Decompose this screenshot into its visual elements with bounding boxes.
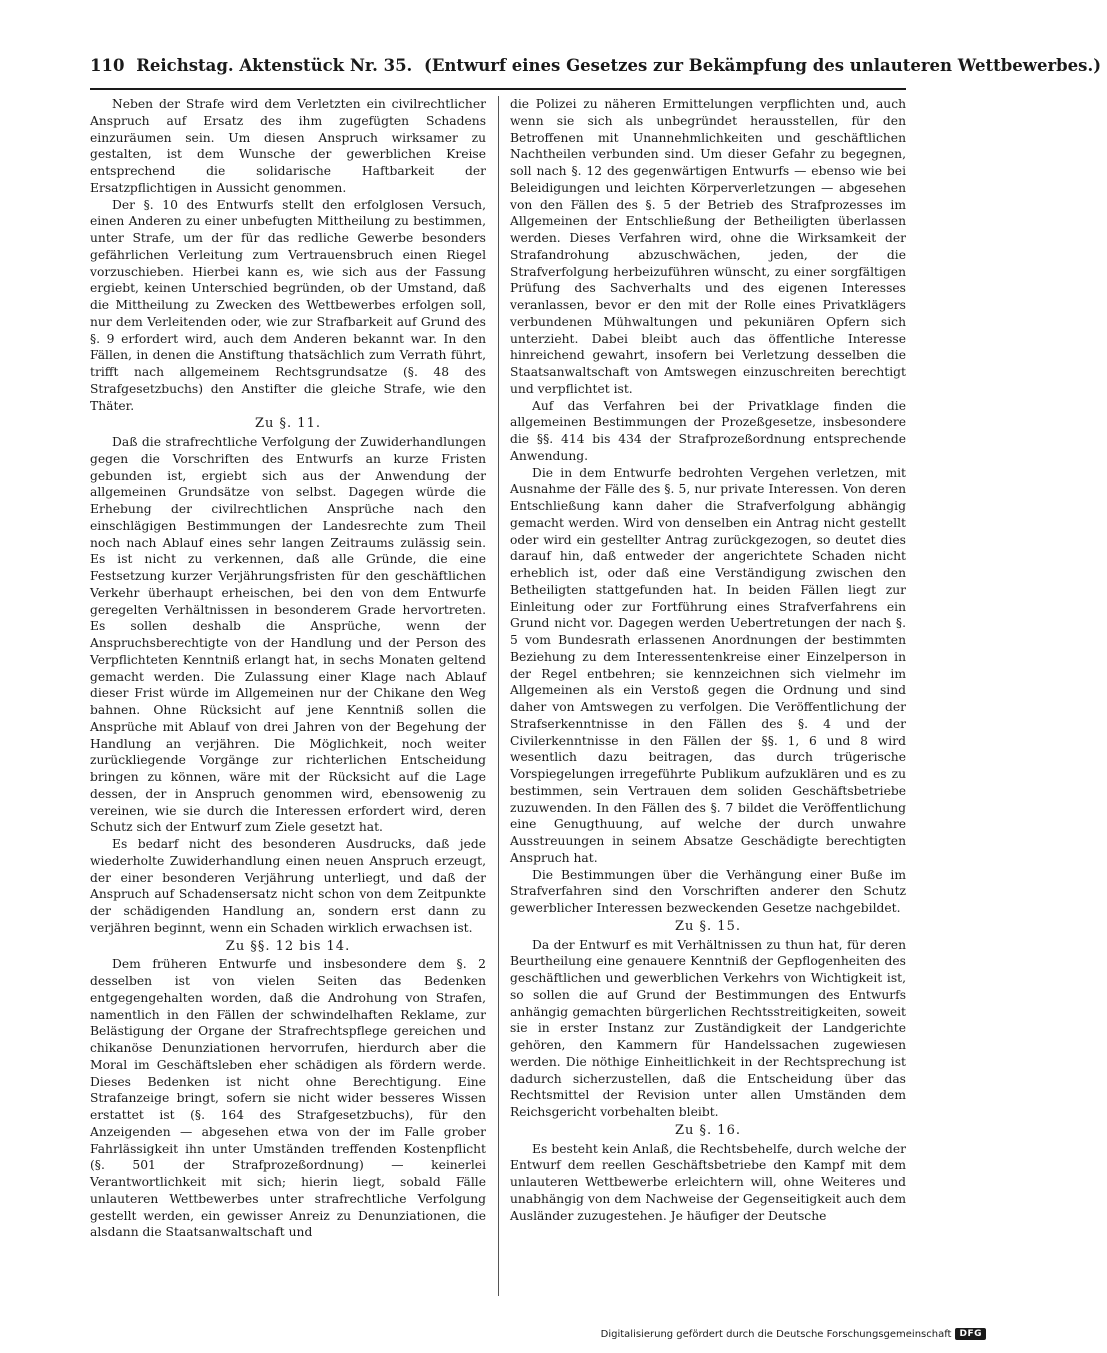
paragraph: die Polizei zu näheren Ermittelungen verpflichten und, auch wenn sie sich als unbegründet herausstellen, für den Betroffenen mit Unannehmlichkeiten und geschäftlichen Nachtheilen verbunden sind. Um dieser Gefahr zu begegnen, soll nach §. 12 des gegenwärtigen Entwurfs — ebenso wie bei Beleidigungen und leichten Körperverletzungen — abgesehen von den Fällen des §. 5 der Betrieb des Strafprozesses im Allgemeinen der Entschließung der Betheiligten überlassen werden. Dieses Verfahren wird, ohne die Wirksamkeit der Strafandrohung abzuschwächen, jeden, der die Strafverfolgung herbeizuführen wünscht, zu einer sorgfältigen Prüfung des Sachverhalts und des eigenen Interesses veranlassen, bevor er den mit der Rolle eines Privatklägers verbundenen Mühwaltungen und pekuniären Opfern sich unterzieht. Dabei bleibt auch das öffentliche Interesse hinreichend gewahrt, insofern bei Verletzung desselben die Staatsanwaltschaft von Amtswegen einzuschreiten berechtigt und verpflichtet ist. bbox=[510, 97, 906, 396]
dfg-logo: DFG bbox=[955, 1328, 986, 1340]
paragraph: Auf das Verfahren bei der Privatklage finden die allgemeinen Bestimmungen der Prozeßgesetze, insbesondere die §§. 414 bis 434 der Strafprozeßordnung entsprechende Anwendung. bbox=[510, 398, 906, 463]
paragraph: Die Bestimmungen über die Verhängung einer Buße im Strafverfahren sind den Vorschriften anderer den Schutz gewerblicher Interessen bezweckenden Gesetze nachgebildet. bbox=[510, 867, 906, 915]
paragraph: Dem früheren Entwurfe und insbesondere dem §. 2 desselben ist von vielen Seiten das Bedenken entgegengehalten worden, daß die Androhung von Strafen, namentlich in den Fällen der schwindelhaften Reklame, zur Belästigung der Organe der Strafrechtspflege gereichen und chikanöse Denunziationen hervorrufen, hierdurch aber die Moral im Geschäftsleben eher schädigen als fördern werde. Dieses Bedenken ist nicht ohne Berechtigung. Eine Strafanzeige bringt, sofern sie nicht wider besseres Wissen erstattet ist (§. 164 des Strafgesetzbuchs), für den Anzeigenden — abgesehen etwa von der im Falle grober Fahrlässigkeit ihn unter Umständen treffenden Kostenpflicht (§. 501 der Strafprozeßordnung) — keinerlei Verantwortlichkeit mit sich; hierin liegt, sobald Fälle unlauteren Wettbewerbes unter strafrechtliche Verfolgung gestellt werden, ein gewisser Anreiz zu Denunziationen, die alsdann die Staatsanwaltschaft und bbox=[90, 957, 486, 1240]
paragraph: Es bedarf nicht des besonderen Ausdrucks, daß jede wiederholte Zuwiderhandlung einen neuen Anspruch erzeugt, der einer besonderen Verjährung unterliegt, und daß der Anspruch auf Schadensersatz nicht schon von dem Zeitpunkte der schädigenden Handlung an, sondern erst dann zu verjähren beginnt, wenn ein Schaden wirklich erwachsen ist. bbox=[90, 837, 486, 935]
section-heading: Zu §§. 12 bis 14. bbox=[225, 938, 351, 954]
paragraph: Da der Entwurf es mit Verhältnissen zu thun hat, für deren Beurtheilung eine genauere Kenntniß der Gepflogenheiten des geschäftlichen und gewerblichen Verkehrs von Wichtigkeit ist, so sollen die auf Grund der Bestimmungen des Entwurfs anhängig gemachten bürgerlichen Rechtsstreitigkeiten, soweit sie in erster Instanz zur Zuständigkeit der Landgerichte gehören, den Kammern für Handelssachen zugewiesen werden. Die nöthige Einheitlichkeit in der Rechtsprechung ist dadurch sicherzustellen, daß die Entscheidung über das Rechtsmittel der Revision unter allen Umständen dem Reichsgericht vorbehalten bleibt. bbox=[510, 937, 906, 1119]
publication-ref: Reichstag. Aktenstück Nr. 35. bbox=[136, 56, 413, 75]
header-rule bbox=[90, 88, 906, 90]
section-heading: Zu §. 15. bbox=[675, 918, 741, 934]
document-title: (Entwurf eines Gesetzes zur Bekämpfung des unlauteren Wettbewerbes.) bbox=[424, 56, 1102, 75]
paragraph: Daß die strafrechtliche Verfolgung der Zuwiderhandlungen gegen die Vorschriften des Entwurfs an kurze Fristen gebunden ist, ergiebt sich aus der Anwendung der allgemeinen Grundsätze von selbst. Dagegen würde die Erhebung der civilrechtlichen Ansprüche nach den einschlägigen Bestimmungen der Landesrechte zum Theil noch nach Ablauf eines sehr langen Zeitraums zulässig sein. Es ist nicht zu verkennen, daß alle Gründe, die eine Festsetzung kurzer Verjährungsfristen für den geschäftlichen Verkehr überhaupt erheischen, bei den von dem Entwurfe geregelten Verhältnissen in besonderem Grade hervortreten. Es sollen deshalb die Ansprüche, wenn der Anspruchsberechtigte von der Handlung und der Person des Verpflichteten Kenntniß erlangt hat, in sechs Monaten geltend gemacht werden. Die Zulassung einer Klage nach Ablauf dieser Frist würde im Allgemeinen nur der Chikane den Weg bahnen. Ohne Rücksicht auf jene Kenntniß sollen die Ansprüche mit Ablauf von drei Jahren von der Begehung der Handlung an verjähren. Die Möglichkeit, noch weiter zurückliegende Vorgänge zur richterlichen Entscheidung bringen zu können, wäre mit der Rücksicht auf die Lage dessen, der in Anspruch genommen wird, ebensowenig zu vereinen, wie sie durch die Interessen erfordert wird, deren Schutz sich der Entwurf zum Ziele gesetzt hat. bbox=[90, 435, 486, 835]
page-number: 110 bbox=[90, 56, 125, 75]
page-header bbox=[90, 56, 1102, 90]
paragraph: Die in dem Entwurfe bedrohten Vergehen verletzen, mit Ausnahme der Fälle des §. 5, nur private Interessen. Von deren Entschließung kann daher die Strafverfolgung abhängig gemacht werden. Wird von denselben ein Antrag nicht gestellt oder wird ein gestellter Antrag zurückgezogen, so deutet dies darauf hin, daß entweder der angerichtete Schaden nicht erheblich ist, oder daß eine Verständigung zwischen den Betheiligten stattgefunden hat. In beiden Fällen liegt zur Einleitung oder zur Fortführung eines Strafverfahrens ein Grund nicht vor. Dagegen werden Uebertretungen der nach §. 5 vom Bundesrath erlassenen Anordnungen der bestimmten Beziehung zu dem Interessentenkreise einer Einzelperson in der Regel entbehren; sie kennzeichnen sich vielmehr im Allgemeinen als ein Verstoß gegen die Ordnung und sind daher von Amtswegen zu verfolgen. Die Veröffentlichung der Strafserkenntnisse in den Fällen des §. 4 und der Civilerkenntnisse in den Fällen der §§. 1, 6 und 8 wird wesentlich dazu beitragen, das durch trügerische Vorspiegelungen irregeführte Publikum aufzuklären und es zu bestimmen, sein Vertrauen dem soliden Geschäftsbetriebe zuzuwenden. In den Fällen des §. 7 bildet die Veröffentlichung eine Genugthuung, auf welche der durch unwahre Ausstreuungen in seinem Absatze Geschädigte berechtigten Anspruch hat. bbox=[510, 465, 906, 865]
document-page bbox=[90, 56, 1102, 1316]
right-column bbox=[510, 96, 906, 1296]
column-divider bbox=[498, 96, 499, 1296]
paragraph: Der §. 10 des Entwurfs stellt den erfolglosen Versuch, einen Anderen zu einer unbefugten Mittheilung zu bestimmen, unter Strafe, um der für das redliche Gewerbe besonders gefährlichen Verleitung zum Vertrauensbruch einen Riegel vorzuschieben. Hierbei kann es, wie sich aus der Fassung ergiebt, keinen Unterschied begründen, ob der Umstand, daß die Mittheilung zu Zwecken des Wettbewerbes erfolgen soll, nur dem Verleitenden oder, wie zur Strafbarkeit auf Grund des §. 9 erfordert wird, auch dem Anderen bekannt war. In den Fällen, in denen die Anstiftung thatsächlich zum Verrath führt, trifft nach allgemeinem Rechtsgrundsatze (§. 48 des Strafgesetzbuchs) den Anstifter die gleiche Strafe, wie den Thäter. bbox=[90, 197, 486, 413]
paragraph: Neben der Strafe wird dem Verletzten ein civilrechtlicher Anspruch auf Ersatz des ihm zugefügten Schadens einzuräumen sein. Um diesen Anspruch wirksamer zu gestalten, ist dem Wunsche der gewerblichen Kreise entsprechend die solidarische Haftbarkeit der Ersatzpflichtigen in Aussicht genommen. bbox=[90, 97, 486, 195]
paragraph: Es besteht kein Anlaß, die Rechtsbehelfe, durch welche der Entwurf dem reellen Geschäftsbetriebe den Kampf mit dem unlauteren Wettbewerbe erleichtern will, ohne Weiteres und unabhängig von dem Nachweise der Gegenseitigkeit auch dem Ausländer zuzugestehen. Je häufiger der Deutsche bbox=[510, 1141, 906, 1223]
digitization-footer bbox=[601, 1328, 986, 1340]
section-heading: Zu §. 16. bbox=[675, 1122, 741, 1138]
section-heading: Zu §. 11. bbox=[255, 416, 321, 432]
left-column bbox=[90, 96, 486, 1296]
funding-note: Digitalisierung gefördert durch die Deutsche Forschungsgemeinschaft bbox=[600, 1328, 952, 1340]
